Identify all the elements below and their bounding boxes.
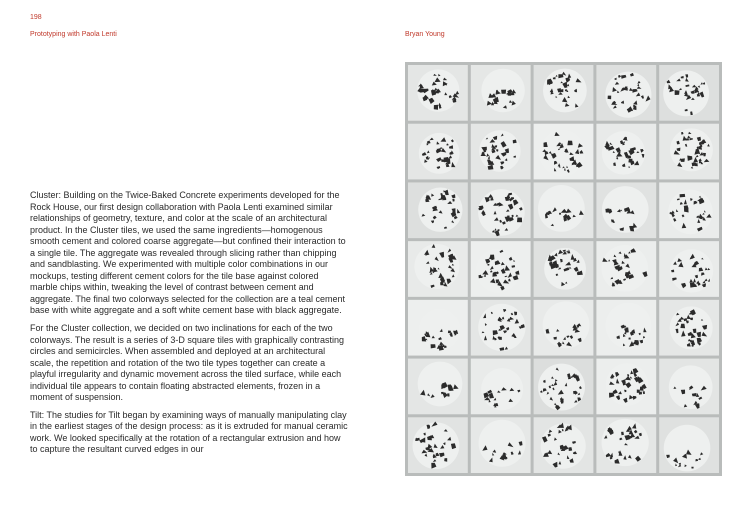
tile-grid-photo [405, 62, 722, 476]
tile [596, 65, 656, 121]
tile [471, 65, 531, 121]
tile [659, 65, 719, 121]
tile [596, 124, 656, 180]
paragraph-tilt: Tilt: The studies for Tilt began by examining ways of manually manipulating clay in the earliest stages of the design process: as it is extruded for manual ceramic work. We looked specifically at the rotation of a rectangular extrusion and how to capture the resultant curved edges in our [30, 409, 348, 455]
tile [534, 417, 594, 473]
body-text [30, 190, 348, 462]
tile [659, 124, 719, 180]
tile [471, 359, 531, 415]
tile [596, 417, 656, 473]
paragraph-cluster: Cluster: Building on the Twice-Baked Concrete experiments developed for the Rock House, our first design collaboration with Paola Lenti examined similar relationships of geometry, texture, and color at the scale of an architectural product. In the Cluster tiles, we used the same ingredients—homogenous smooth cement and colored coarse aggregate—but confined their interaction to a single tile. The aggregate was revealed through slicing rather than chipping and sandblasting. We experimented with multiple color combinations in our mockups, testing different cement colors for the tile base against colored marble chips within, tweaking the level of contrast between cement and aggregate. The final two colorways selected for the collection are a teal cement base with white aggregate and a soft white cement base with black aggregate. [30, 190, 346, 316]
tile-grid-image [405, 62, 722, 476]
tile [471, 241, 531, 297]
tile [534, 300, 594, 356]
tile [471, 182, 531, 238]
tile [596, 300, 656, 356]
tile [471, 417, 531, 473]
tile [659, 182, 719, 238]
tile [659, 417, 719, 473]
tile [659, 241, 719, 297]
running-head-left: Prototyping with Paola Lenti [30, 31, 117, 38]
tile [408, 241, 468, 297]
tile [596, 182, 656, 238]
tile [408, 65, 468, 121]
tile [408, 359, 468, 415]
tile [534, 241, 594, 297]
tile [408, 124, 468, 180]
tile [596, 241, 656, 297]
page-number: 198 [30, 14, 42, 21]
paragraph-collection: For the Cluster collection, we decided on two inclinations for each of the two colorways. The result is a series of 3-D square tiles with graphically contrasting circles and semicircles. When assembled and deployed at an architectural scale, the repetition and rotation of the two tile types together can create a playful irregularity and dynamic movement across the tiled surface, while each individual tile appears to contain floating abstracted elements, frozen in a moment of suspension. [30, 323, 344, 403]
tile [596, 359, 656, 415]
tile [534, 124, 594, 180]
tile [408, 417, 468, 473]
tile [471, 124, 531, 180]
tile [408, 300, 468, 356]
running-head-right: Bryan Young [405, 31, 445, 38]
tile [534, 359, 594, 415]
tile [534, 65, 594, 121]
tile [659, 359, 719, 415]
tile [471, 300, 531, 356]
tile [534, 182, 594, 238]
tile [408, 182, 468, 238]
tile [659, 300, 719, 356]
